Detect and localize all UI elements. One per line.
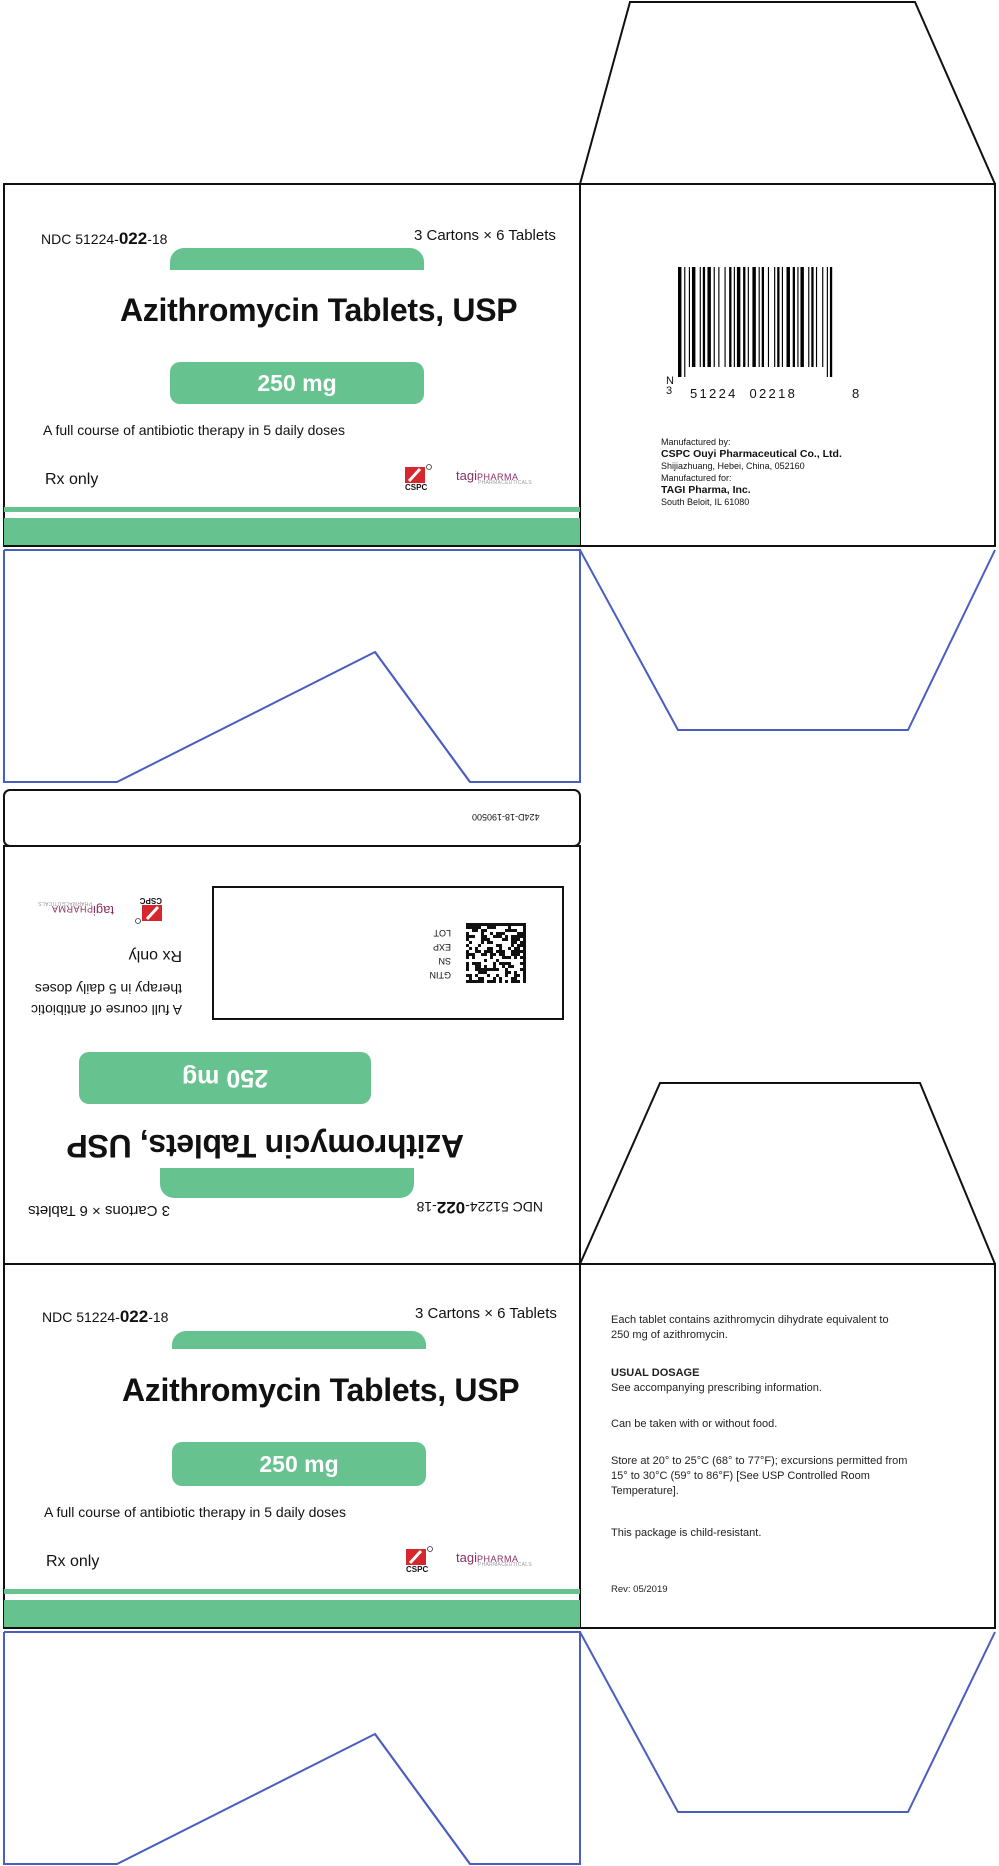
datamatrix-module bbox=[478, 968, 481, 971]
barcode-bar bbox=[743, 267, 745, 367]
datamatrix-module bbox=[487, 980, 490, 983]
datamatrix-module bbox=[481, 941, 484, 944]
datamatrix-module bbox=[499, 953, 502, 956]
datamatrix-code bbox=[465, 922, 527, 984]
barcode-bar bbox=[700, 267, 701, 367]
datamatrix-module bbox=[481, 932, 484, 935]
datamatrix-module bbox=[490, 941, 493, 944]
datamatrix-module bbox=[508, 956, 511, 959]
datamatrix-module bbox=[517, 932, 520, 935]
storage-instruction: Store at 20° to 25°C (68° to 77°F); excursions permitted from 15° to 30°C (59° to 86°F) [See USP Controlled Room Temperature]. bbox=[611, 1455, 908, 1497]
barcode-bar bbox=[808, 267, 809, 367]
datamatrix-module bbox=[487, 947, 490, 950]
datamatrix-module bbox=[490, 926, 493, 929]
datamatrix-module bbox=[496, 968, 499, 971]
datamatrix-module bbox=[511, 923, 514, 926]
datamatrix-module bbox=[475, 950, 478, 953]
datamatrix-module bbox=[502, 956, 505, 959]
datamatrix-module bbox=[490, 968, 493, 971]
front-panel-bottom bbox=[4, 1264, 580, 1628]
datamatrix-module bbox=[487, 938, 490, 941]
datamatrix-module bbox=[496, 950, 499, 953]
datamatrix-module bbox=[499, 944, 502, 947]
datamatrix-module bbox=[475, 974, 478, 977]
datamatrix-module bbox=[523, 932, 526, 935]
datamatrix-module bbox=[487, 950, 490, 953]
datamatrix-module bbox=[511, 944, 514, 947]
datamatrix-module bbox=[496, 974, 499, 977]
datamatrix-module bbox=[511, 980, 514, 983]
datamatrix-module bbox=[523, 938, 526, 941]
green-stripe-thin-bottom bbox=[4, 1589, 580, 1594]
datamatrix-module bbox=[508, 929, 511, 932]
datamatrix-module bbox=[523, 977, 526, 980]
datamatrix-module bbox=[502, 962, 505, 965]
datamatrix-module bbox=[466, 938, 469, 941]
datamatrix-module bbox=[478, 965, 481, 968]
green-pill-bar-bottom bbox=[172, 1331, 426, 1349]
barcode-bar bbox=[811, 267, 813, 367]
barcode-panel bbox=[580, 184, 995, 546]
datamatrix-module bbox=[523, 926, 526, 929]
datamatrix-module bbox=[517, 953, 520, 956]
datamatrix-module bbox=[472, 980, 475, 983]
datamatrix-module bbox=[475, 929, 478, 932]
datamatrix-module bbox=[520, 923, 523, 926]
datamatrix-module bbox=[472, 953, 475, 956]
manufacturer-info: Manufactured by: CSPC Ouyi Pharmaceutical Co., Ltd. Shijiazhuang, Hebei, China, 052160 Manufactured for: TAGI Pharma, Inc. South Beloit, IL 61080 bbox=[661, 437, 842, 507]
green-pill-bar-flipped bbox=[160, 1168, 414, 1198]
datamatrix-module bbox=[520, 935, 523, 938]
datamatrix-module bbox=[484, 950, 487, 953]
datamatrix-module bbox=[466, 923, 469, 926]
strength-badge-flipped: 250 mg bbox=[79, 1052, 371, 1104]
datamatrix-module bbox=[493, 968, 496, 971]
barcode-bar bbox=[816, 267, 817, 367]
datamatrix-module bbox=[502, 938, 505, 941]
datamatrix-module bbox=[514, 953, 517, 956]
datamatrix-module bbox=[511, 935, 514, 938]
barcode-bar bbox=[782, 267, 783, 367]
front-panel-flipped bbox=[4, 846, 580, 1264]
datamatrix-module bbox=[472, 956, 475, 959]
datamatrix-module bbox=[496, 935, 499, 938]
datamatrix-module bbox=[514, 950, 517, 953]
datamatrix-module bbox=[514, 956, 517, 959]
datamatrix-module bbox=[523, 980, 526, 983]
tablet-count: 3 Cartons × 6 Tablets bbox=[414, 227, 556, 244]
datamatrix-module bbox=[466, 935, 469, 938]
tagi-pharma-logo: tagiPHARMA PHARMACEUTICALS bbox=[456, 468, 532, 486]
datamatrix-module bbox=[523, 923, 526, 926]
cspc-logo: CSPC bbox=[403, 464, 433, 494]
datamatrix-module bbox=[478, 971, 481, 974]
datamatrix-module bbox=[514, 935, 517, 938]
datamatrix-module bbox=[466, 962, 469, 965]
datamatrix-module bbox=[472, 929, 475, 932]
datamatrix-module bbox=[478, 923, 481, 926]
product-title: Azithromycin Tablets, USP bbox=[120, 292, 518, 328]
datamatrix-module bbox=[520, 932, 523, 935]
datamatrix-module bbox=[478, 977, 481, 980]
datamatrix-module bbox=[511, 929, 514, 932]
datamatrix-module bbox=[505, 974, 508, 977]
datamatrix-module bbox=[514, 977, 517, 980]
datamatrix-module bbox=[496, 923, 499, 926]
barcode-digits-left: N 3 bbox=[666, 375, 674, 397]
barcode-bar bbox=[759, 267, 760, 367]
datamatrix-module bbox=[475, 947, 478, 950]
datamatrix-module bbox=[469, 926, 472, 929]
serial-labels: GTIN SN EXP LOT bbox=[429, 928, 451, 980]
datamatrix-module bbox=[523, 929, 526, 932]
datamatrix-module bbox=[484, 959, 487, 962]
datamatrix-module bbox=[466, 965, 469, 968]
datamatrix-module bbox=[478, 944, 481, 947]
datamatrix-module bbox=[484, 929, 487, 932]
barcode-bar bbox=[689, 267, 690, 367]
datamatrix-module bbox=[514, 938, 517, 941]
datamatrix-module bbox=[490, 947, 493, 950]
datamatrix-module bbox=[523, 947, 526, 950]
child-resistant-note: This package is child-resistant. bbox=[611, 1527, 762, 1539]
datamatrix-module bbox=[484, 953, 487, 956]
datamatrix-module bbox=[481, 977, 484, 980]
datamatrix-module bbox=[466, 953, 469, 956]
cspc-logo-flipped: CSPC bbox=[134, 894, 164, 924]
datamatrix-module bbox=[520, 968, 523, 971]
barcode-bar bbox=[830, 267, 832, 377]
datamatrix-module bbox=[523, 974, 526, 977]
datamatrix-module bbox=[484, 938, 487, 941]
datamatrix-module bbox=[481, 971, 484, 974]
barcode-bar bbox=[729, 267, 731, 367]
datamatrix-module bbox=[466, 974, 469, 977]
datamatrix-module bbox=[496, 944, 499, 947]
datamatrix-module bbox=[481, 980, 484, 983]
product-title-bottom: Azithromycin Tablets, USP bbox=[122, 1372, 520, 1408]
datamatrix-module bbox=[520, 941, 523, 944]
datamatrix-module bbox=[487, 926, 490, 929]
barcode-bar bbox=[734, 267, 735, 367]
datamatrix-module bbox=[523, 956, 526, 959]
barcode-bar bbox=[827, 267, 828, 377]
datamatrix-module bbox=[469, 941, 472, 944]
datamatrix-module bbox=[499, 980, 502, 983]
barcode-bar bbox=[787, 267, 790, 367]
datamatrix-module bbox=[502, 950, 505, 953]
datamatrix-module bbox=[484, 935, 487, 938]
datamatrix-module bbox=[505, 935, 508, 938]
datamatrix-module bbox=[499, 935, 502, 938]
rx-only-bottom: Rx only bbox=[46, 1553, 100, 1570]
barcode-bar bbox=[678, 267, 681, 377]
datamatrix-module bbox=[490, 923, 493, 926]
datamatrix-module bbox=[514, 947, 517, 950]
datamatrix-module bbox=[469, 974, 472, 977]
barcode-bar bbox=[800, 267, 803, 367]
datamatrix-module bbox=[520, 950, 523, 953]
datamatrix-module bbox=[469, 980, 472, 983]
strength-badge: 250 mg bbox=[170, 362, 424, 404]
datamatrix-module bbox=[511, 950, 514, 953]
tagi-pharma-logo-flipped: tagiPHARMA PHARMACEUTICALS bbox=[38, 900, 114, 918]
datamatrix-module bbox=[502, 923, 505, 926]
datamatrix-module bbox=[490, 950, 493, 953]
datamatrix-module bbox=[511, 941, 514, 944]
datamatrix-module bbox=[505, 956, 508, 959]
datamatrix-module bbox=[478, 926, 481, 929]
barcode-bar bbox=[797, 267, 798, 367]
barcode-digits-main: 51224 02218 bbox=[690, 386, 798, 401]
datamatrix-module bbox=[475, 926, 478, 929]
tablet-composition: Each tablet contains azithromycin dihydrate equivalent to 250 mg of azithromycin. bbox=[611, 1314, 889, 1341]
datamatrix-module bbox=[505, 968, 508, 971]
datamatrix-module bbox=[523, 971, 526, 974]
datamatrix-module bbox=[478, 962, 481, 965]
datamatrix-module bbox=[523, 959, 526, 962]
front-panel-top bbox=[4, 184, 580, 546]
datamatrix-module bbox=[523, 953, 526, 956]
usual-dosage-heading: USUAL DOSAGE bbox=[611, 1367, 700, 1379]
datamatrix-module bbox=[481, 968, 484, 971]
datamatrix-module bbox=[496, 959, 499, 962]
datamatrix-module bbox=[475, 962, 478, 965]
datamatrix-module bbox=[517, 944, 520, 947]
datamatrix-module bbox=[517, 947, 520, 950]
datamatrix-module bbox=[469, 923, 472, 926]
barcode-bar bbox=[762, 267, 764, 367]
barcode-bar bbox=[725, 267, 726, 367]
datamatrix-module bbox=[508, 923, 511, 926]
tablet-count-bottom: 3 Cartons × 6 Tablets bbox=[415, 1305, 557, 1322]
datamatrix-module bbox=[508, 971, 511, 974]
serialization-box bbox=[212, 886, 564, 1020]
datamatrix-module bbox=[493, 980, 496, 983]
datamatrix-module bbox=[523, 968, 526, 971]
barcode-bar bbox=[703, 267, 705, 367]
barcode-bar bbox=[748, 267, 749, 367]
tagline: A full course of antibiotic therapy in 5 daily doses bbox=[43, 422, 345, 438]
datamatrix-module bbox=[511, 965, 514, 968]
datamatrix-module bbox=[469, 947, 472, 950]
datamatrix-module bbox=[505, 929, 508, 932]
info-panel bbox=[580, 1264, 995, 1628]
datamatrix-module bbox=[469, 977, 472, 980]
barcode-bar bbox=[793, 267, 795, 367]
tagline-flipped: A full course of antibiotic therapy in 5 daily doses bbox=[31, 981, 182, 1018]
datamatrix-module bbox=[514, 941, 517, 944]
datamatrix-module bbox=[487, 974, 490, 977]
datamatrix-module bbox=[523, 941, 526, 944]
datamatrix-module bbox=[484, 971, 487, 974]
datamatrix-module bbox=[466, 956, 469, 959]
datamatrix-module bbox=[478, 950, 481, 953]
rx-only-flipped: Rx only bbox=[128, 947, 182, 964]
datamatrix-module bbox=[475, 965, 478, 968]
datamatrix-module bbox=[499, 950, 502, 953]
datamatrix-module bbox=[475, 968, 478, 971]
datamatrix-module bbox=[508, 947, 511, 950]
barcode-bar bbox=[737, 267, 740, 367]
green-stripe-thick bbox=[4, 518, 580, 545]
datamatrix-module bbox=[517, 923, 520, 926]
datamatrix-module bbox=[523, 950, 526, 953]
datamatrix-module bbox=[505, 923, 508, 926]
datamatrix-module bbox=[496, 932, 499, 935]
datamatrix-module bbox=[481, 938, 484, 941]
datamatrix-module bbox=[493, 935, 496, 938]
datamatrix-module bbox=[490, 932, 493, 935]
upc-barcode bbox=[676, 267, 856, 377]
datamatrix-module bbox=[514, 923, 517, 926]
datamatrix-module bbox=[517, 980, 520, 983]
datamatrix-module bbox=[508, 965, 511, 968]
datamatrix-module bbox=[517, 974, 520, 977]
datamatrix-module bbox=[523, 962, 526, 965]
datamatrix-module bbox=[481, 923, 484, 926]
datamatrix-module bbox=[520, 944, 523, 947]
datamatrix-module bbox=[508, 926, 511, 929]
datamatrix-module bbox=[502, 932, 505, 935]
datamatrix-module bbox=[466, 950, 469, 953]
tablet-count-flipped: 3 Cartons × 6 Tablets bbox=[28, 1202, 170, 1219]
flap-code: 424D-18-190500 bbox=[472, 812, 540, 822]
ndc-number-flipped: NDC 51224-022-18 bbox=[416, 1198, 543, 1217]
strength-badge-bottom: 250 mg bbox=[172, 1442, 426, 1486]
cspc-logo-bottom: CSPC bbox=[404, 1546, 434, 1576]
datamatrix-module bbox=[487, 923, 490, 926]
barcode-bar bbox=[692, 267, 695, 367]
datamatrix-module bbox=[487, 941, 490, 944]
datamatrix-module bbox=[484, 923, 487, 926]
barcode-bar bbox=[768, 267, 769, 367]
datamatrix-module bbox=[493, 923, 496, 926]
datamatrix-module bbox=[508, 962, 511, 965]
usual-dosage-text: See accompanying prescribing information. bbox=[611, 1382, 822, 1394]
datamatrix-module bbox=[499, 977, 502, 980]
datamatrix-module bbox=[505, 971, 508, 974]
datamatrix-module bbox=[493, 977, 496, 980]
datamatrix-module bbox=[505, 938, 508, 941]
datamatrix-module bbox=[493, 926, 496, 929]
datamatrix-module bbox=[466, 932, 469, 935]
datamatrix-module bbox=[514, 974, 517, 977]
ndc-number: NDC 51224-022-18 bbox=[41, 229, 168, 248]
datamatrix-module bbox=[499, 923, 502, 926]
datamatrix-module bbox=[523, 935, 526, 938]
datamatrix-module bbox=[472, 935, 475, 938]
datamatrix-module bbox=[466, 944, 469, 947]
datamatrix-module bbox=[466, 926, 469, 929]
datamatrix-module bbox=[523, 965, 526, 968]
tagline-bottom: A full course of antibiotic therapy in 5 daily doses bbox=[44, 1504, 346, 1520]
datamatrix-module bbox=[493, 965, 496, 968]
datamatrix-module bbox=[502, 953, 505, 956]
datamatrix-module bbox=[493, 953, 496, 956]
barcode-bar bbox=[822, 267, 823, 367]
datamatrix-module bbox=[472, 962, 475, 965]
datamatrix-module bbox=[484, 968, 487, 971]
barcode-digit-right: 8 bbox=[852, 386, 860, 401]
datamatrix-module bbox=[520, 962, 523, 965]
datamatrix-module bbox=[514, 971, 517, 974]
datamatrix-module bbox=[481, 953, 484, 956]
barcode-bar bbox=[752, 267, 755, 367]
datamatrix-module bbox=[481, 935, 484, 938]
green-stripe-thick-bottom bbox=[4, 1600, 580, 1627]
food-instruction: Can be taken with or without food. bbox=[611, 1418, 778, 1430]
datamatrix-module bbox=[502, 965, 505, 968]
datamatrix-module bbox=[472, 926, 475, 929]
green-stripe-thin bbox=[4, 507, 580, 512]
datamatrix-module bbox=[475, 980, 478, 983]
datamatrix-module bbox=[523, 944, 526, 947]
barcode-bar bbox=[684, 267, 685, 377]
datamatrix-module bbox=[517, 935, 520, 938]
datamatrix-module bbox=[484, 965, 487, 968]
datamatrix-module bbox=[466, 980, 469, 983]
datamatrix-module bbox=[517, 938, 520, 941]
datamatrix-module bbox=[505, 962, 508, 965]
datamatrix-module bbox=[514, 980, 517, 983]
datamatrix-module bbox=[466, 968, 469, 971]
datamatrix-module bbox=[490, 980, 493, 983]
datamatrix-module bbox=[481, 929, 484, 932]
datamatrix-module bbox=[490, 956, 493, 959]
barcode-bar bbox=[707, 267, 710, 367]
datamatrix-module bbox=[505, 980, 508, 983]
datamatrix-module bbox=[490, 953, 493, 956]
green-pill-bar bbox=[170, 248, 424, 270]
datamatrix-module bbox=[511, 953, 514, 956]
datamatrix-module bbox=[499, 932, 502, 935]
datamatrix-module bbox=[514, 929, 517, 932]
datamatrix-module bbox=[511, 938, 514, 941]
tagi-pharma-logo-bottom: tagiPHARMA PHARMACEUTICALS bbox=[456, 1550, 532, 1568]
revision-date: Rev: 05/2019 bbox=[611, 1584, 668, 1595]
datamatrix-module bbox=[475, 923, 478, 926]
datamatrix-module bbox=[499, 947, 502, 950]
barcode-bar bbox=[774, 267, 775, 367]
datamatrix-module bbox=[469, 953, 472, 956]
datamatrix-module bbox=[499, 962, 502, 965]
datamatrix-module bbox=[472, 923, 475, 926]
datamatrix-module bbox=[478, 980, 481, 983]
barcode-bar bbox=[777, 267, 779, 367]
datamatrix-module bbox=[511, 977, 514, 980]
rx-only: Rx only bbox=[45, 471, 99, 488]
barcode-bar bbox=[714, 267, 715, 367]
ndc-number-bottom: NDC 51224-022-18 bbox=[42, 1307, 169, 1326]
datamatrix-module bbox=[517, 950, 520, 953]
datamatrix-module bbox=[469, 935, 472, 938]
barcode-bar bbox=[718, 267, 719, 367]
product-title-flipped: Azithromycin Tablets, USP bbox=[66, 1128, 464, 1164]
datamatrix-module bbox=[487, 968, 490, 971]
datamatrix-module bbox=[493, 962, 496, 965]
datamatrix-module bbox=[520, 956, 523, 959]
